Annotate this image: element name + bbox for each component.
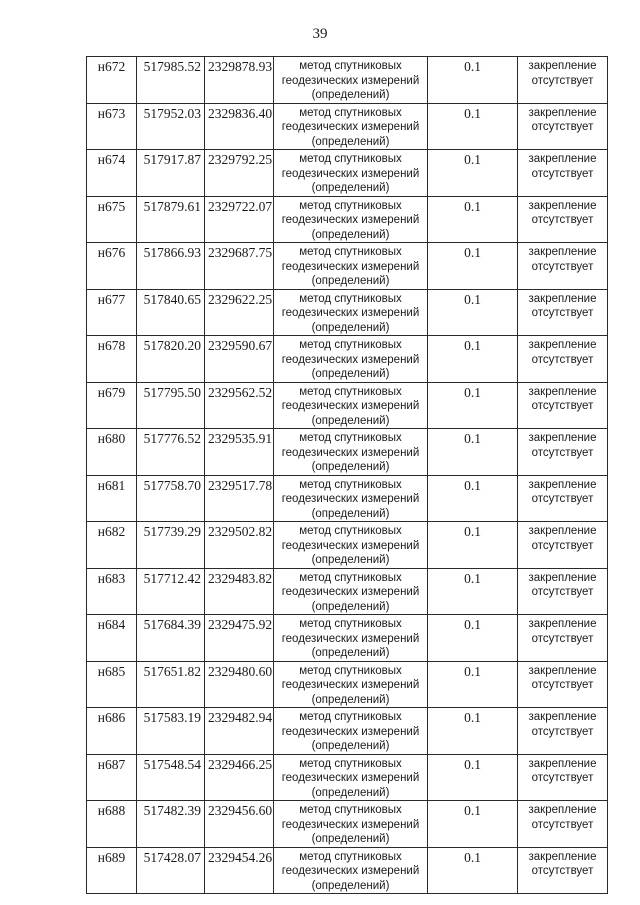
method-text-line: (определений) <box>311 554 390 566</box>
method-text-line: геодезических измерений <box>281 865 420 877</box>
method-text-line: геодезических измерений <box>281 493 420 505</box>
fixing-text-line: закрепление <box>528 339 597 351</box>
method-text-line: (определений) <box>311 879 390 892</box>
point-id-cell: н681 <box>87 475 137 522</box>
accuracy-cell: 0.1 <box>428 801 518 848</box>
method-cell <box>274 289 428 336</box>
point-id-cell: н685 <box>87 661 137 708</box>
accuracy-cell: 0.1 <box>428 708 518 755</box>
accuracy-cell: 0.1 <box>428 336 518 383</box>
method-text-line: метод спутниковых <box>299 153 402 165</box>
x-coordinate-cell: 517917.87 <box>137 150 205 197</box>
table-row <box>87 429 608 476</box>
x-coordinate-cell: 517684.39 <box>137 615 205 662</box>
method-text-line: метод спутниковых <box>299 199 402 212</box>
y-coordinate-cell: 2329687.75 <box>205 243 274 290</box>
fixing-cell <box>518 429 608 476</box>
fixing-cell <box>518 475 608 522</box>
fixing-text-line: отсутствует <box>531 167 594 180</box>
fixing-cell <box>518 522 608 569</box>
fixing-text-line: закрепление <box>528 757 597 770</box>
point-id-cell: н680 <box>87 429 137 476</box>
method-text-line: геодезических измерений <box>281 353 420 366</box>
y-coordinate-cell: 2329456.60 <box>205 801 274 848</box>
fixing-text-line: отсутствует <box>531 74 594 87</box>
y-coordinate-cell: 2329502.82 <box>205 522 274 569</box>
accuracy-cell: 0.1 <box>428 754 518 801</box>
table-row <box>87 568 608 615</box>
method-text-line: (определений) <box>311 275 390 287</box>
method-cell <box>274 522 428 569</box>
method-text-line: геодезических измерений <box>281 446 420 459</box>
fixing-text-line: отсутствует <box>531 725 594 738</box>
accuracy-cell: 0.1 <box>428 289 518 336</box>
method-text-line: геодезических измерений <box>281 679 420 691</box>
method-cell <box>274 847 428 894</box>
point-id-cell: н678 <box>87 336 137 383</box>
method-text-line: геодезических измерений <box>281 167 420 180</box>
x-coordinate-cell: 517651.82 <box>137 661 205 708</box>
fixing-text-line: отсутствует <box>531 214 594 226</box>
method-cell <box>274 429 428 476</box>
point-id-cell: н683 <box>87 568 137 615</box>
point-id-cell: н674 <box>87 150 137 197</box>
table-row <box>87 661 608 708</box>
method-text-line: геодезических измерений <box>281 74 420 87</box>
method-text-line: (определений) <box>311 182 390 194</box>
method-text-line: метод спутниковых <box>299 106 402 119</box>
method-cell <box>274 475 428 522</box>
fixing-text-line: закрепление <box>528 432 597 444</box>
method-text-line: (определений) <box>311 693 390 706</box>
y-coordinate-cell: 2329792.25 <box>205 150 274 197</box>
table-row <box>87 847 608 894</box>
fixing-text-line: закрепление <box>528 385 597 398</box>
table-row <box>87 475 608 522</box>
fixing-cell <box>518 754 608 801</box>
method-text-line: геодезических измерений <box>281 400 420 412</box>
accuracy-cell: 0.1 <box>428 150 518 197</box>
method-text-line: геодезических измерений <box>281 307 420 319</box>
y-coordinate-cell: 2329590.67 <box>205 336 274 383</box>
y-coordinate-cell: 2329466.25 <box>205 754 274 801</box>
y-coordinate-cell: 2329517.78 <box>205 475 274 522</box>
fixing-text-line: закрепление <box>528 618 597 630</box>
method-text-line: (определений) <box>311 740 390 752</box>
method-text-line: геодезических измерений <box>281 539 420 552</box>
method-text-line: (определений) <box>311 461 390 473</box>
fixing-text-line: закрепление <box>528 850 597 863</box>
point-id-cell: н675 <box>87 196 137 243</box>
method-text-line: метод спутниковых <box>299 571 402 584</box>
y-coordinate-cell: 2329535.91 <box>205 429 274 476</box>
fixing-text-line: закрепление <box>528 292 597 305</box>
method-cell <box>274 150 428 197</box>
accuracy-cell: 0.1 <box>428 522 518 569</box>
method-text-line: (определений) <box>311 414 390 427</box>
method-text-line: метод спутниковых <box>299 478 402 491</box>
method-cell <box>274 103 428 150</box>
x-coordinate-cell: 517866.93 <box>137 243 205 290</box>
fixing-text-line: отсутствует <box>531 772 594 784</box>
method-text-line: метод спутниковых <box>299 757 402 770</box>
fixing-text-line: закрепление <box>528 478 597 491</box>
fixing-text-line: закрепление <box>528 664 597 677</box>
method-text-line: геодезических измерений <box>281 725 420 738</box>
method-cell <box>274 708 428 755</box>
coordinates-table-body <box>87 57 608 894</box>
method-text-line: метод спутниковых <box>299 432 402 444</box>
fixing-cell <box>518 661 608 708</box>
fixing-cell <box>518 382 608 429</box>
y-coordinate-cell: 2329878.93 <box>205 57 274 104</box>
method-text-line: геодезических измерений <box>281 214 420 226</box>
method-text-line: метод спутниковых <box>299 339 402 351</box>
fixing-text-line: отсутствует <box>531 121 594 133</box>
method-text-line: (определений) <box>311 786 390 799</box>
table-row <box>87 243 608 290</box>
x-coordinate-cell: 517795.50 <box>137 382 205 429</box>
method-text-line: (определений) <box>311 833 390 845</box>
x-coordinate-cell: 517985.52 <box>137 57 205 104</box>
point-id-cell: н677 <box>87 289 137 336</box>
accuracy-cell: 0.1 <box>428 382 518 429</box>
method-text-line: (определений) <box>311 89 390 101</box>
fixing-text-line: закрепление <box>528 711 597 723</box>
fixing-cell <box>518 103 608 150</box>
method-text-line: (определений) <box>311 600 390 613</box>
method-text-line: геодезических измерений <box>281 818 420 831</box>
coordinates-table <box>86 56 608 894</box>
method-cell <box>274 661 428 708</box>
y-coordinate-cell: 2329483.82 <box>205 568 274 615</box>
fixing-text-line: закрепление <box>528 571 597 584</box>
point-id-cell: н673 <box>87 103 137 150</box>
method-text-line: метод спутниковых <box>299 804 402 816</box>
point-id-cell: н682 <box>87 522 137 569</box>
method-text-line: метод спутниковых <box>299 664 402 677</box>
accuracy-cell: 0.1 <box>428 57 518 104</box>
fixing-text-line: закрепление <box>528 199 597 212</box>
fixing-text-line: отсутствует <box>531 493 594 505</box>
method-cell <box>274 57 428 104</box>
fixing-text-line: отсутствует <box>531 400 594 412</box>
fixing-text-line: отсутствует <box>531 307 594 319</box>
method-text-line: (определений) <box>311 647 390 659</box>
fixing-cell <box>518 150 608 197</box>
fixing-text-line: отсутствует <box>531 586 594 598</box>
method-text-line: геодезических измерений <box>281 121 420 133</box>
accuracy-cell: 0.1 <box>428 847 518 894</box>
accuracy-cell: 0.1 <box>428 568 518 615</box>
accuracy-cell: 0.1 <box>428 429 518 476</box>
method-text-line: (определений) <box>311 135 390 148</box>
fixing-text-line: отсутствует <box>531 353 594 366</box>
x-coordinate-cell: 517879.61 <box>137 196 205 243</box>
table-row <box>87 615 608 662</box>
x-coordinate-cell: 517820.20 <box>137 336 205 383</box>
accuracy-cell: 0.1 <box>428 475 518 522</box>
method-text-line: геодезических измерений <box>281 772 420 784</box>
y-coordinate-cell: 2329480.60 <box>205 661 274 708</box>
x-coordinate-cell: 517758.70 <box>137 475 205 522</box>
method-text-line: (определений) <box>311 321 390 334</box>
method-text-line: геодезических измерений <box>281 586 420 598</box>
method-text-line: метод спутниковых <box>299 525 402 537</box>
method-text-line: геодезических измерений <box>281 260 420 273</box>
x-coordinate-cell: 517952.03 <box>137 103 205 150</box>
method-text-line: метод спутниковых <box>299 60 402 72</box>
method-cell <box>274 336 428 383</box>
y-coordinate-cell: 2329475.92 <box>205 615 274 662</box>
accuracy-cell: 0.1 <box>428 615 518 662</box>
accuracy-cell: 0.1 <box>428 103 518 150</box>
table-row <box>87 196 608 243</box>
point-id-cell: н687 <box>87 754 137 801</box>
point-id-cell: н684 <box>87 615 137 662</box>
method-cell <box>274 196 428 243</box>
point-id-cell: н686 <box>87 708 137 755</box>
fixing-cell <box>518 615 608 662</box>
fixing-text-line: закрепление <box>528 525 597 537</box>
y-coordinate-cell: 2329454.26 <box>205 847 274 894</box>
method-text-line: метод спутниковых <box>299 711 402 723</box>
fixing-text-line: отсутствует <box>531 679 594 691</box>
y-coordinate-cell: 2329836.40 <box>205 103 274 150</box>
method-text-line: геодезических измерений <box>281 632 420 645</box>
x-coordinate-cell: 517840.65 <box>137 289 205 336</box>
fixing-cell <box>518 243 608 290</box>
fixing-text-line: закрепление <box>528 106 597 119</box>
fixing-cell <box>518 196 608 243</box>
x-coordinate-cell: 517583.19 <box>137 708 205 755</box>
fixing-text-line: закрепление <box>528 153 597 165</box>
fixing-text-line: закрепление <box>528 60 597 72</box>
method-text-line: (определений) <box>311 228 390 241</box>
method-text-line: метод спутниковых <box>299 292 402 305</box>
x-coordinate-cell: 517712.42 <box>137 568 205 615</box>
table-row <box>87 289 608 336</box>
y-coordinate-cell: 2329722.07 <box>205 196 274 243</box>
fixing-text-line: отсутствует <box>531 260 594 273</box>
method-text-line: метод спутниковых <box>299 850 402 863</box>
method-text-line: метод спутниковых <box>299 618 402 630</box>
fixing-cell <box>518 289 608 336</box>
fixing-cell <box>518 568 608 615</box>
method-text-line: (определений) <box>311 368 390 380</box>
accuracy-cell: 0.1 <box>428 661 518 708</box>
method-cell <box>274 615 428 662</box>
x-coordinate-cell: 517482.39 <box>137 801 205 848</box>
y-coordinate-cell: 2329482.94 <box>205 708 274 755</box>
table-row <box>87 522 608 569</box>
x-coordinate-cell: 517776.52 <box>137 429 205 476</box>
fixing-cell <box>518 57 608 104</box>
fixing-text-line: закрепление <box>528 804 597 816</box>
table-row <box>87 382 608 429</box>
y-coordinate-cell: 2329562.52 <box>205 382 274 429</box>
method-text-line: метод спутниковых <box>299 246 402 258</box>
point-id-cell: н672 <box>87 57 137 104</box>
fixing-cell <box>518 847 608 894</box>
table-row <box>87 754 608 801</box>
x-coordinate-cell: 517428.07 <box>137 847 205 894</box>
method-cell <box>274 754 428 801</box>
point-id-cell: н679 <box>87 382 137 429</box>
table-row <box>87 801 608 848</box>
table-row <box>87 103 608 150</box>
fixing-text-line: отсутствует <box>531 632 594 645</box>
method-cell <box>274 801 428 848</box>
table-row <box>87 708 608 755</box>
table-row <box>87 57 608 104</box>
accuracy-cell: 0.1 <box>428 196 518 243</box>
point-id-cell: н688 <box>87 801 137 848</box>
method-text-line: метод спутниковых <box>299 385 402 398</box>
method-cell <box>274 568 428 615</box>
table-row <box>87 336 608 383</box>
method-cell <box>274 243 428 290</box>
x-coordinate-cell: 517739.29 <box>137 522 205 569</box>
method-text-line: (определений) <box>311 507 390 520</box>
point-id-cell: н689 <box>87 847 137 894</box>
fixing-text-line: отсутствует <box>531 446 594 459</box>
point-id-cell: н676 <box>87 243 137 290</box>
fixing-text-line: отсутствует <box>531 539 594 552</box>
y-coordinate-cell: 2329622.25 <box>205 289 274 336</box>
fixing-text-line: отсутствует <box>531 865 594 877</box>
table-row <box>87 150 608 197</box>
fixing-text-line: закрепление <box>528 246 597 258</box>
fixing-cell <box>518 801 608 848</box>
accuracy-cell: 0.1 <box>428 243 518 290</box>
method-cell <box>274 382 428 429</box>
x-coordinate-cell: 517548.54 <box>137 754 205 801</box>
page-number: 39 <box>312 26 328 42</box>
fixing-text-line: отсутствует <box>531 818 594 831</box>
fixing-cell <box>518 336 608 383</box>
fixing-cell <box>518 708 608 755</box>
